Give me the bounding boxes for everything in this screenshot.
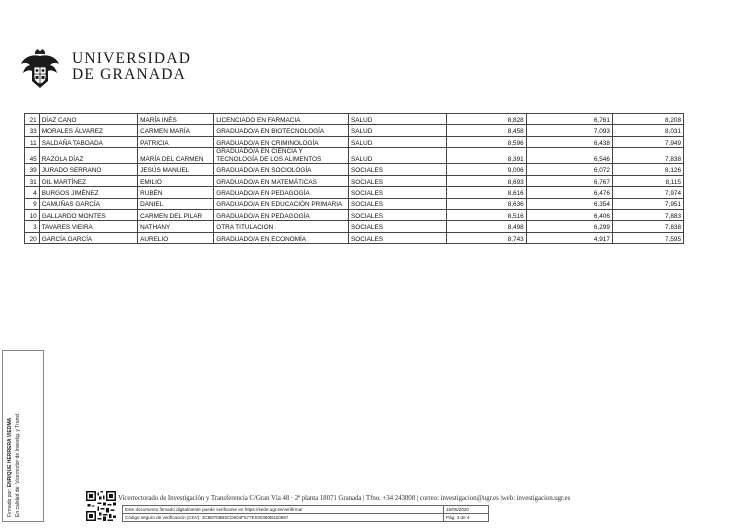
footer-address: Vicerrectorado de Investigación y Transferencia C/Gran Vía 48 · 2ª planta 18071 Granada | Tfno. +34 243008 | correo: investigacion@ugr.es |web: investigacion.ugr.es: [118, 494, 571, 502]
row-surname: MORALES ÁLVAREZ: [39, 125, 137, 136]
verification-url-text: Este documento firmado digitalmente puede verificarse en https://sede.ugr.es/verifirma/: [123, 506, 444, 514]
university-name-line2: DE GRANADA: [72, 66, 187, 83]
row-score-final: 7,883: [612, 209, 683, 220]
row-id: 10: [25, 209, 40, 220]
universidad-de-granada-crest-icon: [18, 48, 62, 92]
row-score-final: 8,115: [612, 175, 683, 186]
row-first-name: CARMEN MARÍA: [138, 125, 214, 136]
signature-signer: [7, 418, 13, 517]
row-degree: GRADUADO/A EN PEDAGOGÍA: [214, 187, 349, 198]
row-surname: CAMUÑAS GARCÍA: [39, 198, 137, 209]
row-score-final: 7,951: [612, 198, 683, 209]
row-degree: GRADUADO/A EN CIENCIA Y TECNOLOGÍA DE LOS ALIMENTOS: [214, 148, 349, 164]
row-id: 20: [25, 232, 40, 243]
row-first-name: MARÍA DEL CARMEN: [138, 148, 214, 164]
row-first-name: RUBÉN: [138, 187, 214, 198]
row-degree: OTRA TITULACION: [214, 221, 349, 232]
signature-box: [2, 350, 44, 522]
row-score-final: 8,126: [612, 164, 683, 175]
table-row: [25, 232, 684, 243]
row-area: SALUD: [349, 125, 447, 136]
row-score-2: 6,438: [526, 136, 612, 147]
row-area: SOCIALES: [349, 175, 447, 186]
row-id: 39: [25, 164, 40, 175]
row-first-name: JESÚS MANUEL: [138, 164, 214, 175]
row-surname: DÍAZ CANO: [39, 114, 137, 125]
verification-date: 15/05/2020: [444, 506, 489, 514]
row-area: SALUD: [349, 114, 447, 125]
row-area: SOCIALES: [349, 198, 447, 209]
row-surname: JURADO SERRANO: [39, 164, 137, 175]
row-surname: GALLARDO MONTES: [39, 209, 137, 220]
row-id: 31: [25, 175, 40, 186]
table-row: [25, 114, 684, 125]
row-score-2: 6,767: [526, 175, 612, 186]
row-score-final: 8,031: [612, 125, 683, 136]
row-degree: GRADUADO/A EN EDUCACIÓN PRIMARIA: [214, 198, 349, 209]
signature-role: En calidad de: Vicerrector de Investig. y Transf.: [15, 412, 21, 517]
row-degree: GRADUADO/A EN SOCIOLOGÍA: [214, 164, 349, 175]
row-id: 3: [25, 221, 40, 232]
row-score-final: 7,974: [612, 187, 683, 198]
row-score-2: 4,917: [526, 232, 612, 243]
row-degree: GRADUADO/A EN MATEMÁTICAS: [214, 175, 349, 186]
signature-prefix: Firmado por:: [7, 488, 13, 517]
table-row: [25, 198, 684, 209]
row-score-1: 8,516: [446, 209, 526, 220]
row-surname: RAZOLA DÍAZ: [39, 148, 137, 164]
row-surname: GIL MARTÍNEZ: [39, 175, 137, 186]
row-score-2: 6,354: [526, 198, 612, 209]
row-id: 33: [25, 125, 40, 136]
row-id: 9: [25, 198, 40, 209]
row-score-final: 7,838: [612, 221, 683, 232]
row-first-name: DANIEL: [138, 198, 214, 209]
row-area: SOCIALES: [349, 209, 447, 220]
table-row: [25, 164, 684, 175]
verification-csv: Código seguro de verificación (CSV): 3C5EF58B5CD604F577E030460B420967: [123, 514, 444, 522]
row-score-1: 8,693: [446, 175, 526, 186]
results-table: [24, 113, 684, 244]
row-score-1: 8,596: [446, 136, 526, 147]
row-first-name: MARÍA INÉS: [138, 114, 214, 125]
row-score-1: 8,636: [446, 198, 526, 209]
table-row: [25, 187, 684, 198]
table-row: [25, 175, 684, 186]
row-score-2: 6,546: [526, 148, 612, 164]
row-score-1: 8,458: [446, 125, 526, 136]
verification-table: [122, 505, 489, 522]
row-first-name: PATRICIA: [138, 136, 214, 147]
row-score-1: 8,743: [446, 232, 526, 243]
row-degree: GRADUADO/A EN BIOTECNOLOGÍA: [214, 125, 349, 136]
row-degree: GRADUADO/A EN ECONOMÍA: [214, 232, 349, 243]
row-surname: TAVARES VIEIRA: [39, 221, 137, 232]
university-name-line1: UNIVERSIDAD: [72, 50, 192, 67]
row-score-1: 9,006: [446, 164, 526, 175]
row-score-1: 8,391: [446, 148, 526, 164]
table-row: [25, 209, 684, 220]
row-score-final: 7,595: [612, 232, 683, 243]
row-first-name: EMILIO: [138, 175, 214, 186]
row-degree: LICENCIADO EN FARMACIA: [214, 114, 349, 125]
row-area: SALUD: [349, 148, 447, 164]
row-id: 11: [25, 136, 40, 147]
row-id: 45: [25, 148, 40, 164]
row-area: SOCIALES: [349, 221, 447, 232]
qr-code-icon: [86, 491, 116, 521]
row-score-2: 6,406: [526, 209, 612, 220]
row-area: SALUD: [349, 136, 447, 147]
row-id: 21: [25, 114, 40, 125]
row-score-1: 8,498: [446, 221, 526, 232]
row-area: SOCIALES: [349, 232, 447, 243]
row-id: 4: [25, 187, 40, 198]
row-degree: GRADUADO/A EN CRIMINOLOGÍA: [214, 136, 349, 147]
row-surname: SALDAÑA TABOADA: [39, 136, 137, 147]
row-area: SOCIALES: [349, 187, 447, 198]
table-row: [25, 136, 684, 147]
row-score-final: 7,949: [612, 136, 683, 147]
row-score-1: 8,828: [446, 114, 526, 125]
row-area: SOCIALES: [349, 164, 447, 175]
row-score-2: 6,072: [526, 164, 612, 175]
row-surname: BURGOS JIMÉNEZ: [39, 187, 137, 198]
row-surname: GARCÍA GARCÍA: [39, 232, 137, 243]
row-score-final: 7,838: [612, 148, 683, 164]
row-degree: GRADUADO/A EN PEDAGOGÍA: [214, 209, 349, 220]
table-row: [25, 125, 684, 136]
row-first-name: AURELIO: [138, 232, 214, 243]
row-score-final: 8,208: [612, 114, 683, 125]
row-first-name: NATHANY: [138, 221, 214, 232]
row-score-2: 6,299: [526, 221, 612, 232]
page-number: Pág. 4 de 4: [444, 514, 489, 522]
results-table-body: [25, 114, 684, 244]
row-first-name: CARMEN DEL PILAR: [138, 209, 214, 220]
table-row: [25, 148, 684, 164]
signature-name: ENRIQUE HERRERA VIEDMA: [7, 417, 13, 488]
row-score-2: 6,761: [526, 114, 612, 125]
row-score-2: 7,093: [526, 125, 612, 136]
table-row: [25, 221, 684, 232]
row-score-2: 6,476: [526, 187, 612, 198]
row-score-1: 8,616: [446, 187, 526, 198]
